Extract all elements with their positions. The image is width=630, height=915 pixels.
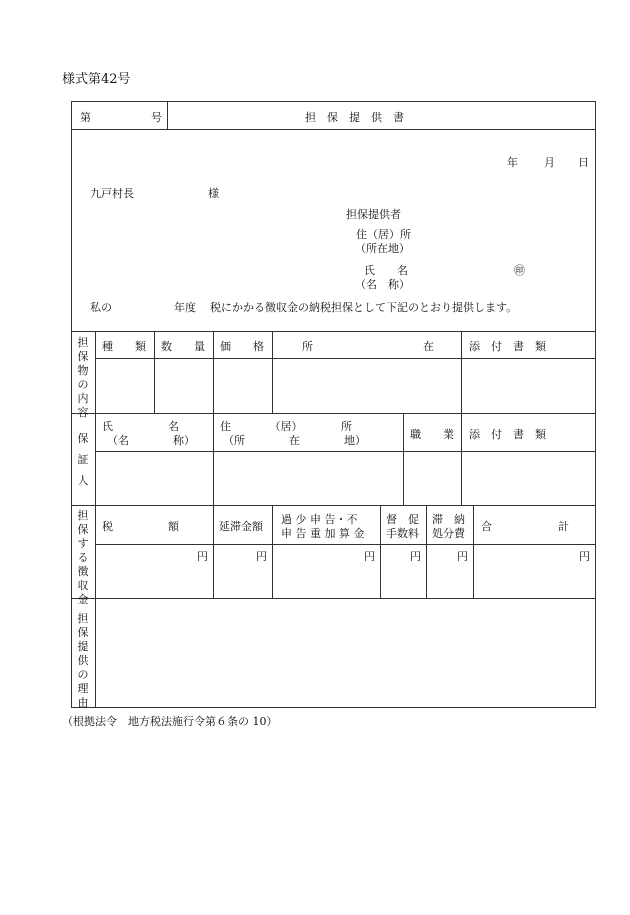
guarantor-name-bottom: （名 称） xyxy=(107,434,195,447)
yen-unit-delinquency: 円 xyxy=(256,550,267,563)
yen-unit-tax: 円 xyxy=(197,550,208,563)
name-sub: （名 称） xyxy=(355,278,410,291)
tax-header-disposal-2: 処分費 xyxy=(432,527,465,540)
yen-unit-total: 円 xyxy=(579,550,590,563)
header-dai: 第 xyxy=(80,111,91,124)
name-label: 氏 名 xyxy=(364,264,408,277)
honorific: 様 xyxy=(208,187,219,200)
tax-header-fee-1: 督 促 xyxy=(386,513,419,526)
date-year: 年 xyxy=(507,156,518,169)
provider-label: 担保提供者 xyxy=(346,208,401,221)
tax-header-amount: 税 額 xyxy=(102,520,179,533)
tax-section-label: 担保する徴収金 xyxy=(77,509,89,606)
guarantor-address-top: 住 （居） 所 xyxy=(220,420,352,433)
tax-header-delinquency: 延滞金額 xyxy=(219,520,263,533)
guarantor-address-bottom: （所 在 地） xyxy=(223,434,366,447)
guarantor-section-label: 保証人 xyxy=(77,432,89,487)
form-number: 様式第42号 xyxy=(62,72,131,87)
collateral-header-location-start: 所 xyxy=(302,340,313,353)
header-go: 号 xyxy=(151,111,162,124)
guarantor-occupation: 職 業 xyxy=(410,428,454,441)
statement-nendo: 年度 xyxy=(174,301,196,314)
collateral-header-quantity: 数 量 xyxy=(161,340,205,353)
reason-section-label: 担保提供の理由 xyxy=(77,612,89,709)
tax-header-fee-2: 手数料 xyxy=(386,527,419,540)
collateral-header-type: 種 類 xyxy=(102,340,146,353)
seal-mark: ㊞ xyxy=(514,264,525,277)
addressee: 九戸村長 xyxy=(90,187,134,200)
collateral-header-location-end: 在 xyxy=(423,340,434,353)
address-label: 住（居）所 xyxy=(356,228,411,241)
tax-header-penalty-2: 申 告 重 加 算 金 xyxy=(281,527,365,540)
collateral-header-attachments: 添 付 書 類 xyxy=(469,340,546,353)
tax-header-total: 合 計 xyxy=(481,520,569,533)
guarantor-attachments: 添 付 書 類 xyxy=(469,428,546,441)
yen-unit-fee: 円 xyxy=(410,550,421,563)
date-month: 月 xyxy=(544,156,555,169)
statement-body: 税にかかる徴収金の納税担保として下記のとおり提供します。 xyxy=(210,301,518,314)
collateral-header-price: 価 格 xyxy=(220,340,264,353)
statement-prefix: 私の xyxy=(90,301,112,314)
yen-unit-disposal: 円 xyxy=(457,550,468,563)
tax-header-penalty-1: 過 少 申 告・不 xyxy=(281,513,358,526)
form-title: 担 保 提 供 書 xyxy=(305,111,404,124)
tax-header-disposal-1: 滞 納 xyxy=(432,513,465,526)
date-day: 日 xyxy=(578,156,589,169)
legal-basis: （根拠法令 地方税法施行令第６条の 10） xyxy=(62,715,278,728)
guarantor-name-top: 氏 名 xyxy=(102,420,179,433)
address-sub: （所在地） xyxy=(355,242,410,255)
yen-unit-penalty: 円 xyxy=(364,550,375,563)
collateral-section-label: 担保物の内容 xyxy=(77,336,89,419)
